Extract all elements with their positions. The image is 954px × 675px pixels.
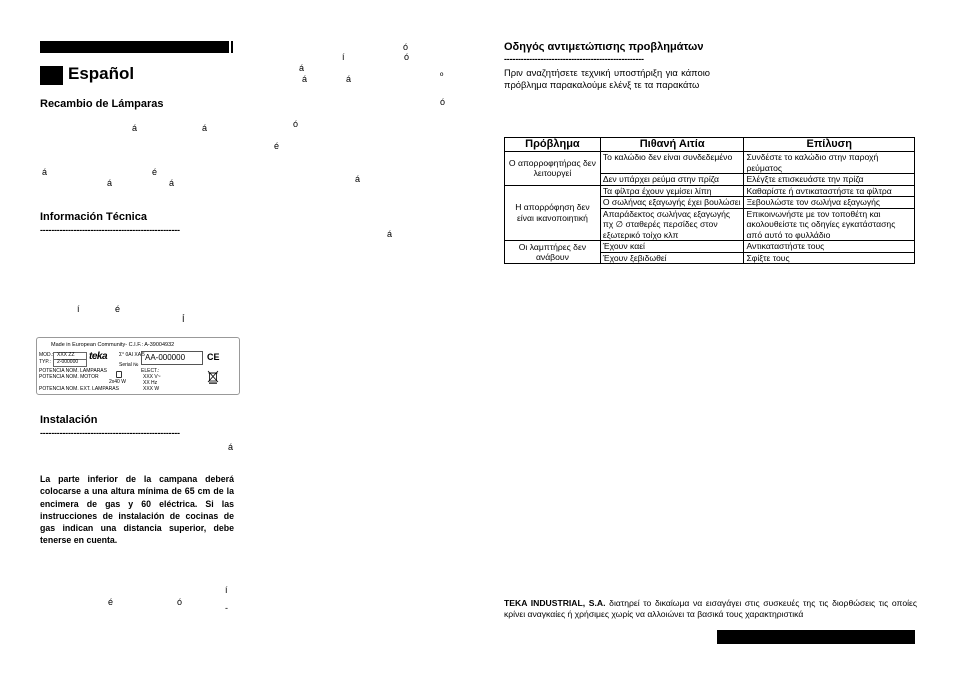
plate-potencia-lamparas: POTENCIA NOM. LAMPARAS xyxy=(39,368,107,374)
serial-number: AA-000000 xyxy=(145,353,186,362)
middle-char: ó xyxy=(293,119,299,129)
plate-potencia-motor: POTENCIA NOM. MOTOR xyxy=(39,374,99,380)
middle-char: º xyxy=(440,71,444,81)
solution-cell: Συνδέστε το καλώδιο στην παροχή ρεύματος xyxy=(744,152,915,174)
install-char: á xyxy=(228,442,234,452)
tech-char: é xyxy=(115,304,121,314)
install-heading: Instalación xyxy=(40,414,98,426)
install-char: é xyxy=(108,597,114,607)
plate-freq: Σ° 0ΑΙ ΧΑ'5 xyxy=(119,352,145,358)
lamps-char: á xyxy=(202,123,208,133)
middle-char: á xyxy=(299,63,305,73)
cause-cell: Έχουν καεί xyxy=(600,241,744,253)
top-black-bar xyxy=(40,41,233,53)
problem-cell: Οι λαμπτήρες δεν ανάβουν xyxy=(505,241,601,264)
install-dashes: -------------------------------------------------- xyxy=(40,428,180,438)
weee-bin-icon xyxy=(207,370,219,384)
lamps-heading: Recambio de Lámparas xyxy=(40,98,164,110)
middle-char: á xyxy=(302,74,308,84)
plate-total: POTENCIA NOM. EXT. LAMPARAS xyxy=(39,386,119,392)
problem-cell: Η απορρόφηση δεν είναι ικανοποιητική xyxy=(505,185,601,241)
middle-char: á xyxy=(355,174,361,184)
install-char: ó xyxy=(177,597,183,607)
cause-cell: Ο σωλήνας εξαγωγής έχει βουλώσει xyxy=(600,197,744,209)
plate-typ-value: 2-000000 xyxy=(57,359,79,365)
plate-mod-value: XXX ΖΖ xyxy=(57,352,75,358)
middle-char: ó xyxy=(404,52,410,62)
plate-electric-value: XX Hz xyxy=(143,380,158,386)
header-cause: Πιθανή Αιτία xyxy=(600,138,744,152)
footer-brand: TEKA INDUSTRIAL, S.A. xyxy=(504,598,606,608)
header-problem: Πρόβλημα xyxy=(505,138,601,152)
table-header-row xyxy=(505,138,915,152)
middle-char: ó xyxy=(403,42,409,52)
tech-char: Í xyxy=(182,314,185,324)
middle-char: ó xyxy=(440,97,446,107)
solution-cell: Αντικαταστήστε τους xyxy=(744,241,915,253)
lamps-char: á xyxy=(107,178,113,188)
middle-char: í xyxy=(342,52,345,62)
middle-char: á xyxy=(346,74,352,84)
tech-dashes: -------------------------------------------------- xyxy=(40,225,180,235)
solution-cell: Ελέγξτε επισκευάστε την πρίζα xyxy=(744,174,915,186)
lamps-char: é xyxy=(152,167,158,177)
language-title: Español xyxy=(68,64,135,83)
table-row xyxy=(505,185,915,197)
footer-disclaimer xyxy=(504,598,917,620)
troubleshooting-intro: Πριν αναζητήσετε τεχνική υποστήριξη για κάποιο πρόβλημα παρακαλούμε ελένξ τε τα παρακάτω xyxy=(504,67,710,90)
top-bar-marker xyxy=(229,41,231,53)
middle-char: á xyxy=(387,229,393,239)
solution-cell: Επικοινωνήστε με τον τοποθέτη και ακολουθείστε τις οδηγίες εγκατάστασης από αυτό το φυλλάδιο xyxy=(744,208,915,241)
troubleshooting-heading: Οδηγός αντιμετώπισης προβλημάτων xyxy=(504,41,704,53)
plate-electric-value: XXX V~ xyxy=(143,374,161,380)
plug-icon xyxy=(116,371,122,378)
plate-electric-label: ELECT.: xyxy=(141,368,160,374)
lamps-char: á xyxy=(132,123,138,133)
plate-serial-label: Serial № xyxy=(119,362,139,368)
language-marker xyxy=(40,66,63,85)
lamps-char: á xyxy=(42,167,48,177)
rating-plate xyxy=(36,337,240,395)
cause-cell: Έχουν ξεβιδωθεί xyxy=(600,252,744,264)
cause-cell: Απαράδεκτος σωλήνας εξαγωγής πχ ∅ σταθερές περσίδες στον εξωτερικό τοίχο κλπ xyxy=(600,208,744,241)
plate-power: 2x40 W xyxy=(109,379,126,385)
plate-electric-value: XXX W xyxy=(143,386,160,392)
tech-heading: Información Técnica xyxy=(40,211,147,223)
teka-logo: teka xyxy=(89,351,108,362)
solution-cell: Ξεβουλώστε τον σωλήνα εξαγωγής xyxy=(744,197,915,209)
cause-cell: Το καλώδιο δεν είναι συνδεδεμένο xyxy=(600,152,744,174)
solution-cell: Καθαρίστε ή αντικαταστήστε τα φίλτρα xyxy=(744,185,915,197)
troubleshooting-dashes: -------------------------------------------------- xyxy=(504,54,644,64)
solution-cell: Σφίξτε τους xyxy=(744,252,915,264)
install-char: í xyxy=(225,585,228,595)
install-char: - xyxy=(225,603,228,613)
lamps-char: á xyxy=(169,178,175,188)
middle-char: é xyxy=(274,141,280,151)
tech-char: í xyxy=(77,304,80,314)
problem-cell: Ο απορροφητήρας δεν λειτουργεί xyxy=(505,152,601,186)
install-height-note: La parte inferior de la campana deberá colocarse a una altura mínima de 65 cm de la encimera de gas y 60 eléctrica. Si las instrucciones de instalación de cocinas de gas indican una distancia superior, debe tenerse en cuenta. xyxy=(40,474,234,546)
footer-text: διατηρεί το δικαίωμα να εισαγάγει στις συσκευές της τις διορθώσεις τις οποίες κρίνει αναγκαίες ή χρήσιμες χωρίς να αλλοιώνει τα βασικά τους χαρακτηριστικά xyxy=(504,598,917,619)
table-row xyxy=(505,241,915,253)
bottom-black-bar xyxy=(717,630,915,644)
cause-cell: Δεν υπάρχει ρεύμα στην πρίζα xyxy=(600,174,744,186)
plate-mod-label: MOD.: xyxy=(39,352,54,358)
plate-made-in: Made in European Community- C.I.F.: A-39004932 xyxy=(51,342,175,348)
ce-mark-icon: CE xyxy=(207,352,220,362)
troubleshooting-table xyxy=(504,137,915,264)
header-solution: Επίλυση xyxy=(744,138,915,152)
plate-typ-label: TYP.: xyxy=(39,359,51,365)
table-row xyxy=(505,152,915,174)
cause-cell: Τα φίλτρα έχουν γεμίσει λίπη xyxy=(600,185,744,197)
